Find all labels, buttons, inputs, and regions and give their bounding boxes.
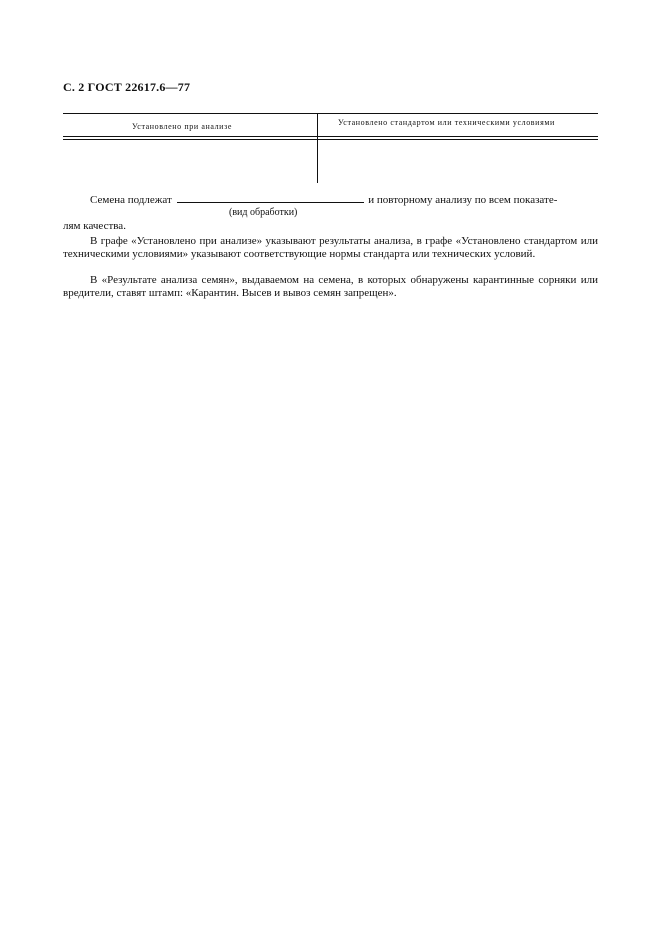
treatment-blank-label: (вид обработки) bbox=[229, 207, 298, 218]
table-column-divider bbox=[317, 113, 318, 183]
treatment-blank-line bbox=[177, 193, 364, 203]
table-header-rule bbox=[63, 136, 598, 137]
paragraph-columns-explanation: В графе «Установлено при анализе» указывают результаты анализа, в графе «Установлено стандартом или техническими условиями» указывают соответствующие нормы стандарта или технических условий. bbox=[63, 235, 598, 260]
paragraph-treatment-continuation: лям качества. bbox=[63, 220, 126, 232]
paragraph-treatment-end: и повторному анализу по всем показате- bbox=[368, 194, 558, 206]
paragraph-treatment-start: Семена подлежат bbox=[90, 194, 172, 206]
table-top-rule bbox=[63, 113, 598, 114]
column-header-standard: Установлено стандартом или техническими условиями bbox=[338, 118, 555, 127]
paragraph-quarantine: В «Результате анализа семян», выдаваемом на семена, в которых обнаружены карантинные сорняки или вредители, ставят штамп: «Карантин. Высев и вывоз семян запрещен». bbox=[63, 274, 598, 299]
page-header: С. 2 ГОСТ 22617.6—77 bbox=[63, 80, 191, 94]
paragraph-treatment bbox=[63, 193, 598, 207]
column-header-analysis: Установлено при анализе bbox=[132, 122, 232, 131]
table-header-rule-double bbox=[63, 139, 598, 140]
